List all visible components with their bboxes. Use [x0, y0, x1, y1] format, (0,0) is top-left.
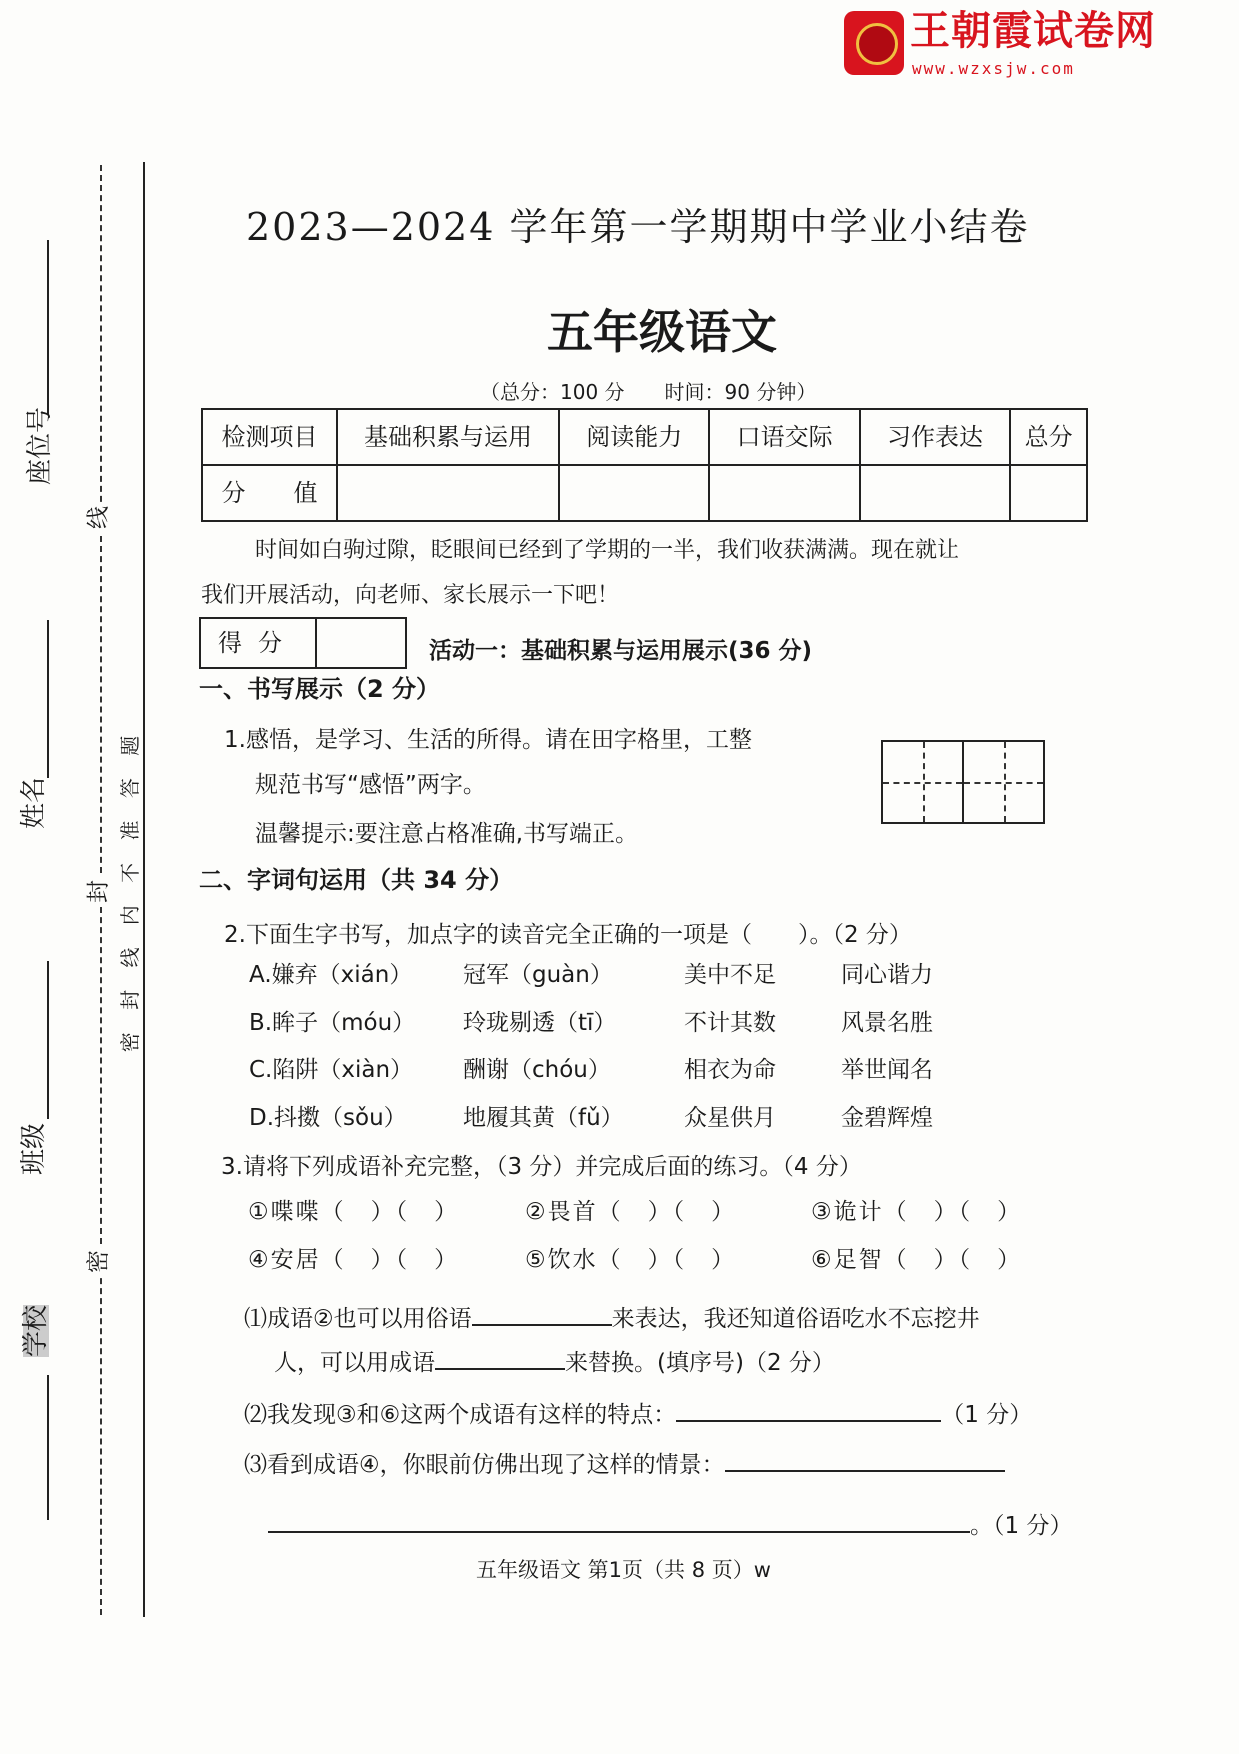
table-row: [202, 409, 1087, 465]
question-tip: 温馨提示:要注意占格准确,书写端正。: [255, 821, 639, 847]
activity-title: 活动一：基础积累与运用展示(36 分): [429, 638, 813, 664]
answer-blank[interactable]: [676, 1400, 941, 1422]
site-logo: [844, 8, 1156, 81]
class-label: 班级: [19, 1123, 49, 1176]
intro-line: 时间如白驹过隙，眨眼间已经到了学期的一半，我们收获满满。现在就让: [255, 538, 960, 563]
option-item: C.陷阱（xiàn）: [249, 1057, 414, 1083]
question-text: 3.请将下列成语补充完整，（3 分）并完成后面的练习。（4 分）: [221, 1154, 862, 1180]
seat-label: 座位号: [25, 407, 55, 486]
table-cell: 检测项目: [202, 409, 337, 465]
school-blank[interactable]: [47, 1375, 49, 1520]
table-row: [202, 465, 1087, 521]
question-text: 规范书写“感悟”两字。: [255, 772, 486, 798]
no-answer-notice: 密 封 线 内 不 准 答 题: [118, 727, 142, 1053]
text: 来替换。(填序号)（2 分）: [565, 1350, 835, 1376]
secret-mark: 密: [88, 1247, 111, 1277]
grid-cell[interactable]: [883, 742, 964, 822]
logo-badge-icon: [844, 11, 904, 75]
q3-part1: [244, 1304, 980, 1334]
option-item: 同心谐力: [841, 962, 933, 988]
option-item: A.嫌弃（xián）: [249, 962, 413, 988]
q3-part2: [244, 1400, 1032, 1430]
score-table: [201, 408, 1088, 522]
answer-blank[interactable]: [435, 1348, 565, 1370]
table-cell: 总分: [1010, 409, 1087, 465]
exam-meta: （总分：100 分 时间：90 分钟）: [480, 380, 817, 404]
text: ⑵我发现③和⑥这两个成语有这样的特点：: [244, 1402, 677, 1428]
text: ⑴成语②也可以用俗语: [244, 1306, 472, 1332]
option-item: 众星供月: [684, 1105, 776, 1131]
text: 来表达，我还知道俗语吃水不忘挖井: [611, 1306, 980, 1332]
exam-title: 2023—2024 学年第一学期期中学业小结卷: [246, 205, 1030, 249]
logo-name: 王朝霞试卷网: [910, 8, 1156, 54]
grid-cell[interactable]: [964, 742, 1043, 822]
idiom-item[interactable]: ②畏首（ ）（ ）: [525, 1199, 737, 1225]
option-item: 举世闻名: [841, 1057, 933, 1083]
score-input[interactable]: [337, 465, 559, 521]
name-blank[interactable]: [47, 620, 49, 778]
score-input[interactable]: [860, 465, 1010, 521]
idiom-item[interactable]: ⑤饮水（ ）（ ）: [525, 1247, 737, 1273]
answer-blank[interactable]: [472, 1304, 612, 1326]
option-item: 相衣为命: [684, 1057, 776, 1083]
option-item: 不计其数: [684, 1010, 776, 1036]
option-item: 风景名胜: [841, 1010, 933, 1036]
page-footer: 五年级语文 第1页（共 8 页）w: [476, 1558, 771, 1582]
option-item: 冠军（guàn）: [463, 962, 613, 988]
option-item: 酬谢（chóu）: [463, 1057, 611, 1083]
q3-part3: [244, 1450, 1005, 1480]
q3-part3-cont: [268, 1511, 1072, 1541]
text: 。（1 分）: [970, 1513, 1073, 1539]
table-cell: 口语交际: [709, 409, 859, 465]
option-item: B.眸子（móu）: [249, 1010, 416, 1036]
margin-solid-line: [143, 162, 145, 1617]
idiom-item[interactable]: ⑥足智（ ）（ ）: [811, 1247, 1023, 1273]
table-cell: 阅读能力: [559, 409, 709, 465]
option-item: 地履其黄（fǔ）: [463, 1105, 624, 1131]
score-input[interactable]: [709, 465, 859, 521]
line-mark: 线: [88, 503, 111, 533]
text: （1 分）: [941, 1402, 1033, 1428]
option-item: 金碧辉煌: [841, 1105, 933, 1131]
question-text: 2.下面生字书写，加点字的读音完全正确的一项是（ ）。（2 分）: [224, 922, 912, 948]
seal-mark: 封: [88, 877, 111, 907]
idiom-item[interactable]: ③诡计（ ）（ ）: [811, 1199, 1023, 1225]
option-item: D.抖擞（sǒu）: [249, 1105, 407, 1131]
table-cell: 习作表达: [860, 409, 1010, 465]
answer-blank[interactable]: [268, 1511, 970, 1533]
option-item: 玲珑剔透（tī）: [463, 1010, 617, 1036]
score-label: 得分: [201, 619, 317, 667]
name-label: 姓名: [19, 777, 49, 830]
section-heading: 二、字词句运用（共 34 分）: [199, 866, 514, 894]
table-cell: 分 值: [202, 465, 337, 521]
idiom-item[interactable]: ④安居（ ）（ ）: [248, 1247, 460, 1273]
score-input[interactable]: [559, 465, 709, 521]
exam-subtitle: 五年级语文: [547, 305, 777, 359]
q3-part1-cont: [274, 1348, 835, 1378]
answer-blank[interactable]: [725, 1450, 1005, 1472]
score-input[interactable]: [1010, 465, 1087, 521]
score-box[interactable]: [199, 617, 407, 669]
table-cell: 基础积累与运用: [337, 409, 559, 465]
option-item: 美中不足: [684, 962, 776, 988]
question-text: 1.感悟，是学习、生活的所得。请在田字格里，工整: [224, 727, 752, 753]
logo-url: www.wzxsjw.com: [912, 59, 1075, 78]
class-blank[interactable]: [47, 961, 49, 1119]
text: 人，可以用成语: [274, 1350, 435, 1376]
writing-grid[interactable]: [881, 740, 1045, 824]
section-heading: 一、书写展示（2 分）: [199, 675, 441, 703]
text: ⑶看到成语④，你眼前仿佛出现了这样的情景：: [244, 1452, 725, 1478]
school-label: 学校: [21, 1304, 51, 1357]
intro-line: 我们开展活动，向老师、家长展示一下吧！: [201, 583, 620, 608]
idiom-item[interactable]: ①喋喋（ ）（ ）: [248, 1199, 460, 1225]
